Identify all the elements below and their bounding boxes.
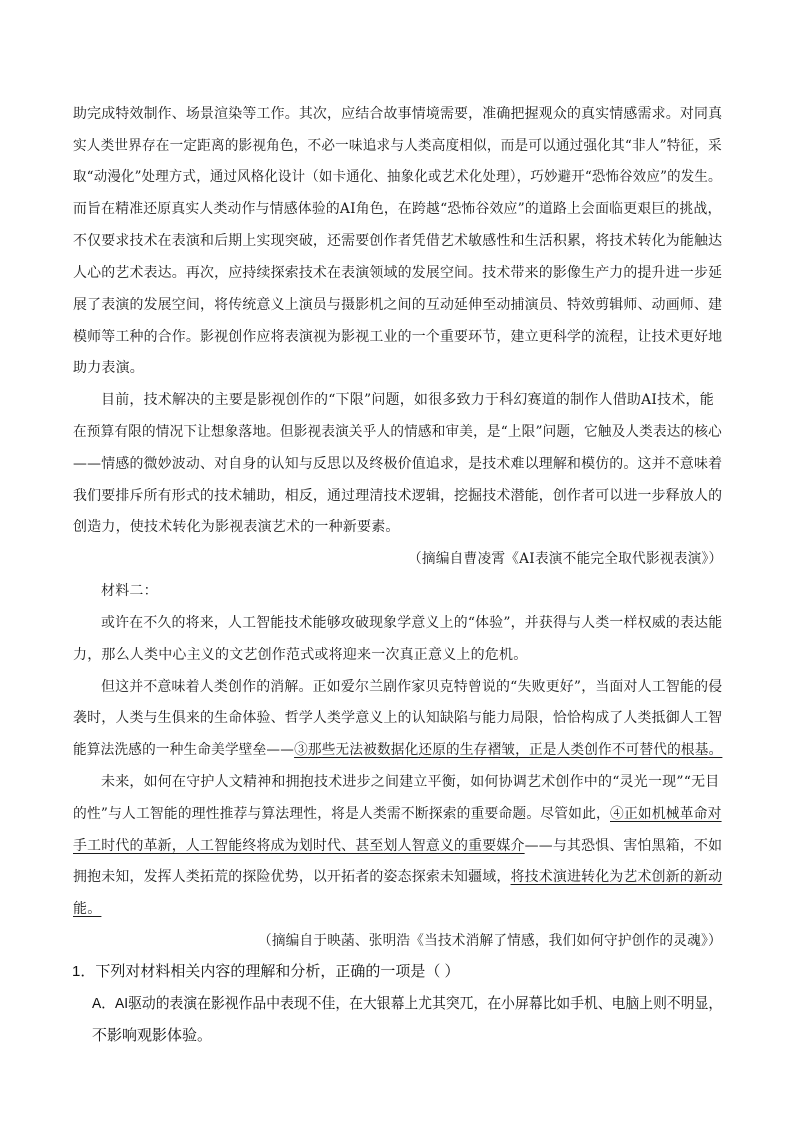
- question-1-option-a: 不影响观影体验。: [92, 1027, 213, 1044]
- paragraph-5-line: [73, 803, 722, 823]
- paragraph-5-text: 拥抱未知，发挥人类拓荒的探险优势，以开拓者的姿态探索未知疆域，: [73, 869, 511, 885]
- source-citation-1: （摘编自曹凌霄《AI表演不能完全取代影视表演》）: [408, 551, 723, 567]
- paragraph-4-text: 能算法洗感的一种生命美学壁垒——: [73, 742, 295, 758]
- underlined-sentence-4: 手工时代的革新，人工智能终将成为划时代、甚至划人智意义的重要媒介: [73, 838, 525, 854]
- paragraph-2-line: 我们要排斥所有形式的技术辅助，相反，通过理清技术逻辑，挖掘技术潜能，创作者可以进一步释放人的: [73, 488, 723, 504]
- paragraph-5-text: 的性”与人工智能的理性推荐与算法理性，将是人类需不断探索的重要命题。尽管如此，: [73, 806, 611, 822]
- underlined-sentence-3: ③那些无法被数据化还原的生存褶皱，正是人类创作不可替代的根基。: [294, 742, 723, 758]
- paragraph-5-line: [73, 866, 722, 886]
- paragraph-4-line: 但这并不意味着人类创作的消解。正如爱尔兰剧作家贝克特曾说的“失败更好”，当面对人工智能的侵: [101, 679, 723, 695]
- paragraph-1-line: 人心的艺术表达。再次，应持续探索技术在表演领域的发展空间。技术带来的影像生产力的提升进一步延: [73, 265, 723, 281]
- paragraph-1-line: 模师等工种的合作。影视创作应将表演视为影视工业的一个重要环节，建立更科学的流程，让技术更好地: [73, 329, 723, 345]
- paragraph-5-line: 未来，如何在守护人文精神和拥抱技术进步之间建立平衡，如何协调艺术创作中的“灵光一现”“无目: [101, 774, 720, 790]
- paragraph-2-line: ——情感的微妙波动、对自身的认知与反思以及终极价值追求，是技术难以理解和模仿的。这并不意味着: [73, 456, 723, 472]
- paragraph-2-line: 创造力，使技术转化为影视表演艺术的一种新要素。: [73, 519, 400, 535]
- paragraph-2-line: 目前，技术解决的主要是影视创作的“下限”问题，如很多致力于科幻赛道的制作人借助AI技术，能: [101, 392, 714, 408]
- paragraph-1-line: 实人类世界存在一定距离的影视角色，不必一味追求与人类高度相似，而是可以通过强化其“非人”特征，采: [73, 138, 722, 154]
- paragraph-2-line: 在预算有限的情况下让想象落地。但影视表演关乎人的情感和审美，是“上限”问题，它触及人类表达的核心: [73, 424, 722, 440]
- source-citation-2: （摘编自于映菡、张明浩《当技术消解了情感，我们如何守护创作的灵魂》）: [258, 933, 722, 949]
- paragraph-4-line: [73, 739, 722, 759]
- question-1-stem: 1．下列对材料相关内容的理解和分析，正确的一项是（ ）: [72, 963, 460, 980]
- underlined-sentence-5: 能。: [73, 901, 102, 917]
- paragraph-1-line: 展了表演的发展空间，将传统意义上演员与摄影机之间的互动延伸至动捕演员、特效剪辑师、动画师、建: [73, 297, 723, 313]
- paragraph-3-line: 力，那么人类中心主义的文艺创作范式或将迎来一次真正意义上的危机。: [73, 647, 528, 663]
- paragraph-5-line: [73, 898, 101, 918]
- material-2-heading: 材料二：: [101, 583, 158, 599]
- paragraph-3-line: 或许在不久的将来，人工智能技术能够攻破现象学意义上的“体验”，并获得与人类一样权威的表达能: [101, 615, 723, 631]
- underlined-sentence-4: ④正如机械革命对: [610, 806, 722, 822]
- paragraph-1-line: 而旨在精准还原真实人类动作与情感体验的AI角色，在跨越“恐怖谷效应”的道路上会面临更艰巨的挑战，: [73, 201, 722, 217]
- paragraph-1-line: 助力表演。: [73, 360, 144, 376]
- underlined-sentence-5: 将技术演进转化为艺术创新的新动: [510, 869, 723, 885]
- paragraph-5-text: ——与其恐惧、害怕黑箱，不如: [524, 838, 723, 854]
- paragraph-1-line: 助完成特效制作、场景渲染等工作。其次，应结合故事情境需要，准确把握观众的真实情感需求。对同真: [73, 106, 723, 122]
- paragraph-1-line: 不仅要求技术在表演和后期上实现突破，还需要创作者凭借艺术敏感性和生活积累，将技术转化为能触达: [73, 233, 723, 249]
- paragraph-5-line: [73, 835, 722, 855]
- question-1-option-a: A．AI驱动的表演在影视作品中表现不佳，在大银幕上尤其突兀，在小屏幕比如手机、电脑上则不明显，: [92, 995, 723, 1012]
- paragraph-4-line: 袭时，人类与生俱来的生命体验、哲学人类学意义上的认知缺陷与能力局限，恰恰构成了人类抵御人工智: [73, 710, 723, 726]
- paragraph-1-line: 取“动漫化”处理方式，通过风格化设计（如卡通化、抽象化或艺术化处理），巧妙避开“恐怖谷效应”的发生。: [73, 169, 722, 185]
